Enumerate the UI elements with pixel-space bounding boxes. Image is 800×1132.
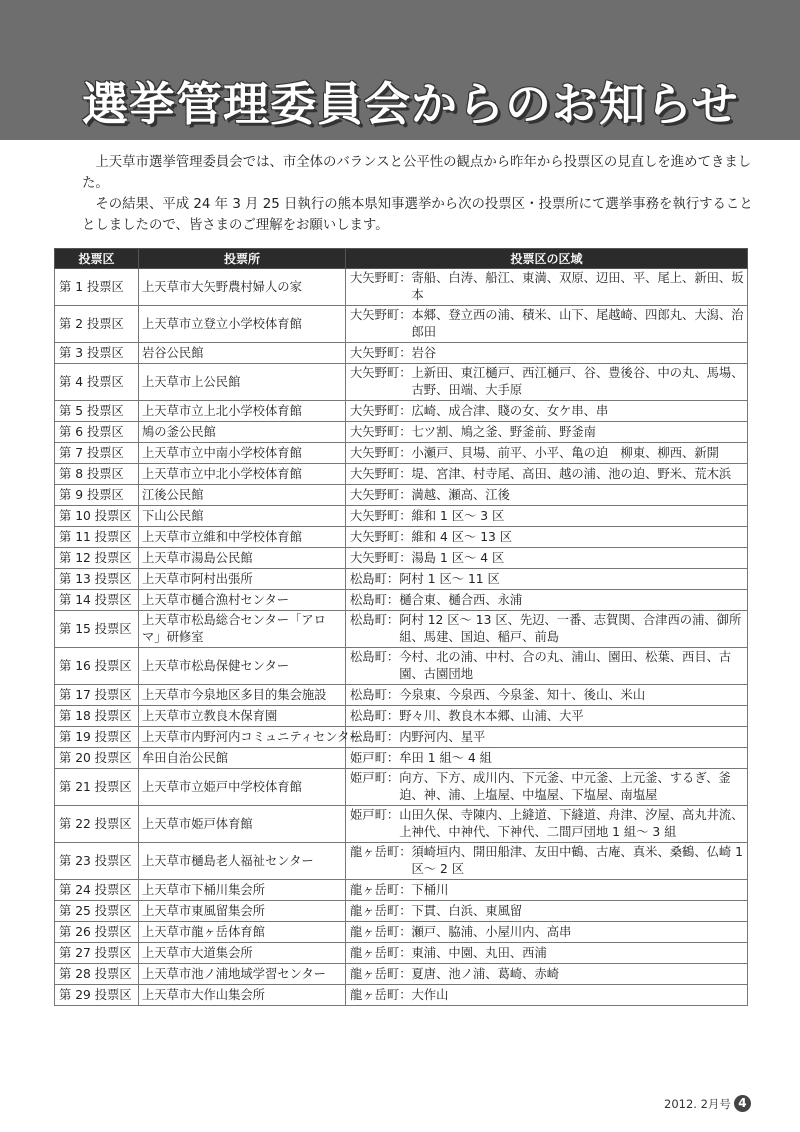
table-row <box>55 706 748 727</box>
town-label: 姫戸町： <box>350 808 400 822</box>
area-list: 岩谷 <box>411 345 437 360</box>
town-label: 龍ヶ岳町： <box>350 945 412 960</box>
district-cell: 第 16 投票区 <box>55 648 139 685</box>
district-cell: 第 17 投票区 <box>55 685 139 706</box>
district-cell: 第 8 投票区 <box>55 464 139 485</box>
table-row <box>55 590 748 611</box>
town-label: 龍ヶ岳町： <box>350 903 412 918</box>
area-cell <box>346 943 748 964</box>
polling-place-cell: 牟田自治公民館 <box>139 748 346 769</box>
area-cell <box>346 590 748 611</box>
area-cell <box>346 806 748 843</box>
intro-paragraph: 上天草市選挙管理委員会では、市全体のバランスと公平性の観点から昨年から投票区の見直しを進めてきました。 <box>82 155 752 191</box>
area-list: 夏唐、池ノ浦、葛崎、赤崎 <box>411 966 560 981</box>
table-row <box>55 611 748 648</box>
town-label: 姫戸町： <box>350 771 400 785</box>
table-row <box>55 964 748 985</box>
area-list: 阿村 1 区〜 11 区 <box>399 571 500 586</box>
area-cell <box>346 364 748 401</box>
town-label: 松島町： <box>350 708 400 723</box>
table-row <box>55 880 748 901</box>
table-row <box>55 343 748 364</box>
area-cell <box>346 527 748 548</box>
table-row <box>55 901 748 922</box>
polling-place-cell: 上天草市下桶川集会所 <box>139 880 346 901</box>
polling-place-cell: 上天草市東風留集会所 <box>139 901 346 922</box>
polling-place-cell: 上天草市阿村出張所 <box>139 569 346 590</box>
area-list: 維和 4 区〜 13 区 <box>411 529 513 544</box>
town-label: 龍ヶ岳町： <box>350 845 412 859</box>
area-list: 向方、下方、成川内、下元釜、中元釜、上元釜、するぎ、釜迫、神、浦、上塩屋、中塩屋、下塩屋、南塩屋 <box>399 771 731 802</box>
area-list: 上新田、東江樋戸、西江樋戸、谷、豊後谷、中の丸、馬場、古野、田端、大手原 <box>411 366 744 397</box>
table-row <box>55 769 748 806</box>
table-row <box>55 548 748 569</box>
table-row <box>55 843 748 880</box>
district-cell: 第 20 投票区 <box>55 748 139 769</box>
table-row <box>55 443 748 464</box>
column-header-area: 投票区の区域 <box>346 249 748 269</box>
area-list: 維和 1 区〜 3 区 <box>411 508 505 523</box>
district-cell: 第 1 投票区 <box>55 269 139 306</box>
district-cell: 第 28 投票区 <box>55 964 139 985</box>
polling-place-cell: 上天草市立上北小学校体育館 <box>139 401 346 422</box>
column-header-district: 投票区 <box>55 249 139 269</box>
polling-place-cell: 上天草市樋合漁村センター <box>139 590 346 611</box>
page-number: 4 <box>734 1095 751 1112</box>
town-label: 松島町： <box>350 571 400 586</box>
area-cell <box>346 748 748 769</box>
area-cell <box>346 985 748 1006</box>
district-cell: 第 23 投票区 <box>55 843 139 880</box>
town-label: 龍ヶ岳町： <box>350 882 412 897</box>
district-cell: 第 6 投票区 <box>55 422 139 443</box>
area-list: 本郷、登立西の浦、積米、山下、尾越崎、四郎丸、大潟、治郎田 <box>411 308 744 339</box>
area-cell <box>346 964 748 985</box>
table-row <box>55 401 748 422</box>
polling-place-cell: 上天草市立登立小学校体育館 <box>139 306 346 343</box>
polling-place-cell: 上天草市立姫戸中学校体育館 <box>139 769 346 806</box>
district-cell: 第 22 投票区 <box>55 806 139 843</box>
town-label: 大矢野町： <box>350 445 412 460</box>
area-cell <box>346 306 748 343</box>
town-label: 大矢野町： <box>350 366 412 380</box>
area-list: 下貫、白浜、東風留 <box>411 903 523 918</box>
footer <box>664 1095 751 1112</box>
town-label: 大矢野町： <box>350 403 412 418</box>
polling-place-cell: 上天草市立教良木保育園 <box>139 706 346 727</box>
polling-place-cell: 上天草市今泉地区多目的集会施設 <box>139 685 346 706</box>
table-row <box>55 748 748 769</box>
area-cell <box>346 548 748 569</box>
district-cell: 第 25 投票区 <box>55 901 139 922</box>
area-list: 瀬戸、脇浦、小屋川内、高串 <box>411 924 572 939</box>
polling-place-cell: 江後公民館 <box>139 485 346 506</box>
polling-place-cell: 下山公民館 <box>139 506 346 527</box>
town-label: 龍ヶ岳町： <box>350 924 412 939</box>
district-cell: 第 12 投票区 <box>55 548 139 569</box>
area-cell <box>346 843 748 880</box>
area-cell <box>346 443 748 464</box>
polling-place-cell: 上天草市内野河内コミュニティセンター <box>139 727 346 748</box>
district-cell: 第 5 投票区 <box>55 401 139 422</box>
area-list: 阿村 12 区〜 13 区、先辺、一番、志賀関、合津西の浦、御所組、馬建、国迫、稲戸、前島 <box>399 613 742 644</box>
table-row <box>55 506 748 527</box>
district-cell: 第 7 投票区 <box>55 443 139 464</box>
table-row <box>55 527 748 548</box>
polling-place-cell: 上天草市大作山集会所 <box>139 985 346 1006</box>
district-cell: 第 9 投票区 <box>55 485 139 506</box>
district-cell: 第 27 投票区 <box>55 943 139 964</box>
area-cell <box>346 901 748 922</box>
table-row <box>55 685 748 706</box>
table-row <box>55 464 748 485</box>
area-cell <box>346 343 748 364</box>
area-list: 今泉東、今泉西、今泉釜、知十、後山、米山 <box>399 687 646 702</box>
area-list: 今村、北の浦、中村、合の丸、浦山、園田、松葉、西目、古園、古園団地 <box>399 650 732 681</box>
town-label: 松島町： <box>350 592 400 607</box>
district-cell: 第 18 投票区 <box>55 706 139 727</box>
town-label: 大矢野町： <box>350 345 412 360</box>
area-cell <box>346 685 748 706</box>
town-label: 大矢野町： <box>350 550 412 565</box>
area-cell <box>346 269 748 306</box>
area-cell <box>346 706 748 727</box>
polling-place-cell: 上天草市立維和中学校体育館 <box>139 527 346 548</box>
area-list: 東浦、中園、丸田、西浦 <box>411 945 547 960</box>
table-row <box>55 422 748 443</box>
table-row <box>55 364 748 401</box>
district-cell: 第 26 投票区 <box>55 922 139 943</box>
polling-place-cell: 上天草市樋島老人福祉センター <box>139 843 346 880</box>
table-row <box>55 569 748 590</box>
area-cell <box>346 485 748 506</box>
polling-district-table <box>54 248 748 1006</box>
table-row <box>55 306 748 343</box>
district-cell: 第 29 投票区 <box>55 985 139 1006</box>
area-list: 内野河内、星平 <box>399 729 486 744</box>
district-cell: 第 2 投票区 <box>55 306 139 343</box>
district-cell: 第 19 投票区 <box>55 727 139 748</box>
table-body <box>55 269 748 1006</box>
table-row <box>55 922 748 943</box>
area-list: 小瀬戸、貝場、前平、小平、亀の迫 柳東、柳西、新開 <box>411 445 719 460</box>
table-row <box>55 806 748 843</box>
area-cell <box>346 648 748 685</box>
table-row <box>55 943 748 964</box>
polling-place-cell: 上天草市大矢野農村婦人の家 <box>139 269 346 306</box>
district-cell: 第 4 投票区 <box>55 364 139 401</box>
header-banner <box>0 0 800 140</box>
town-label: 大矢野町： <box>350 308 412 322</box>
area-cell <box>346 769 748 806</box>
area-list: 堤、宮津、村寺尾、高田、越の浦、池の迫、野米、荒木浜 <box>411 466 732 481</box>
area-cell <box>346 401 748 422</box>
area-list: 湯島 1 区〜 4 区 <box>411 550 505 565</box>
district-cell: 第 3 投票区 <box>55 343 139 364</box>
table-row <box>55 648 748 685</box>
polling-place-cell: 鳩の釜公民館 <box>139 422 346 443</box>
area-list: 須崎垣内、開田船津、友田中鶴、古庵、真米、桑鶴、仏崎 1 区〜 2 区 <box>411 845 743 876</box>
district-cell: 第 14 投票区 <box>55 590 139 611</box>
town-label: 大矢野町： <box>350 424 412 439</box>
intro-text <box>82 152 762 236</box>
polling-place-cell: 上天草市池ノ浦地域学習センター <box>139 964 346 985</box>
polling-place-cell: 上天草市姫戸体育館 <box>139 806 346 843</box>
polling-place-cell: 上天草市上公民館 <box>139 364 346 401</box>
area-cell <box>346 506 748 527</box>
area-cell <box>346 611 748 648</box>
table-row <box>55 269 748 306</box>
area-list: 牟田 1 組〜 4 組 <box>399 750 492 765</box>
polling-place-cell: 上天草市松島総合センター「アロマ」研修室 <box>139 611 346 648</box>
area-list: 樋合東、樋合西、永浦 <box>399 592 523 607</box>
polling-place-cell: 上天草市湯島公民館 <box>139 548 346 569</box>
table-row <box>55 727 748 748</box>
town-label: 大矢野町： <box>350 271 412 285</box>
polling-place-cell: 上天草市大道集会所 <box>139 943 346 964</box>
area-list: 下桶川 <box>411 882 449 897</box>
town-label: 大矢野町： <box>350 508 412 523</box>
town-label: 松島町： <box>350 613 400 627</box>
town-label: 龍ヶ岳町： <box>350 966 412 981</box>
district-cell: 第 21 投票区 <box>55 769 139 806</box>
district-cell: 第 24 投票区 <box>55 880 139 901</box>
area-list: 広崎、成合津、賤の女、女ケ串、串 <box>411 403 609 418</box>
district-cell: 第 15 投票区 <box>55 611 139 648</box>
town-label: 龍ヶ岳町： <box>350 987 412 1002</box>
town-label: 大矢野町： <box>350 487 412 502</box>
town-label: 姫戸町： <box>350 750 400 765</box>
town-label: 松島町： <box>350 687 400 702</box>
district-cell: 第 10 投票区 <box>55 506 139 527</box>
area-list: 寄船、白涛、船江、東満、双原、辺田、平、尾上、新田、坂本 <box>411 271 744 302</box>
table-row <box>55 985 748 1006</box>
intro-paragraph: その結果、平成 24 年 3 月 25 日執行の熊本県知事選挙から次の投票区・投票所にて選挙事務を執行することとしましたので、皆さまのご理解をお願いします。 <box>82 197 753 233</box>
district-cell: 第 13 投票区 <box>55 569 139 590</box>
town-label: 大矢野町： <box>350 466 412 481</box>
area-cell <box>346 727 748 748</box>
page-title: 選挙管理委員会からのお知らせ <box>82 77 739 131</box>
area-cell <box>346 422 748 443</box>
area-list: 山田久保、寺陳内、上縫道、下縫道、舟津、汐屋、高丸井流、上神代、中神代、下神代、二間戸団地 1 組〜 3 組 <box>399 808 744 839</box>
area-cell <box>346 464 748 485</box>
column-header-place: 投票所 <box>139 249 346 269</box>
polling-place-cell: 上天草市立中北小学校体育館 <box>139 464 346 485</box>
area-list: 野々川、教良木本郷、山浦、大平 <box>399 708 584 723</box>
town-label: 松島町： <box>350 729 400 744</box>
polling-place-cell: 上天草市立中南小学校体育館 <box>139 443 346 464</box>
town-label: 松島町： <box>350 650 400 664</box>
table-row <box>55 485 748 506</box>
polling-place-cell: 岩谷公民館 <box>139 343 346 364</box>
area-list: 七ツ割、鳩之釜、野釜前、野釜南 <box>411 424 596 439</box>
area-cell <box>346 880 748 901</box>
issue-label: 2012. 2月号 <box>664 1096 731 1111</box>
area-list: 満越、瀬高、江後 <box>411 487 510 502</box>
district-cell: 第 11 投票区 <box>55 527 139 548</box>
town-label: 大矢野町： <box>350 529 412 544</box>
polling-place-cell: 上天草市松島保健センター <box>139 648 346 685</box>
area-cell <box>346 569 748 590</box>
polling-place-cell: 上天草市龍ヶ岳体育館 <box>139 922 346 943</box>
area-cell <box>346 922 748 943</box>
area-list: 大作山 <box>411 987 449 1002</box>
